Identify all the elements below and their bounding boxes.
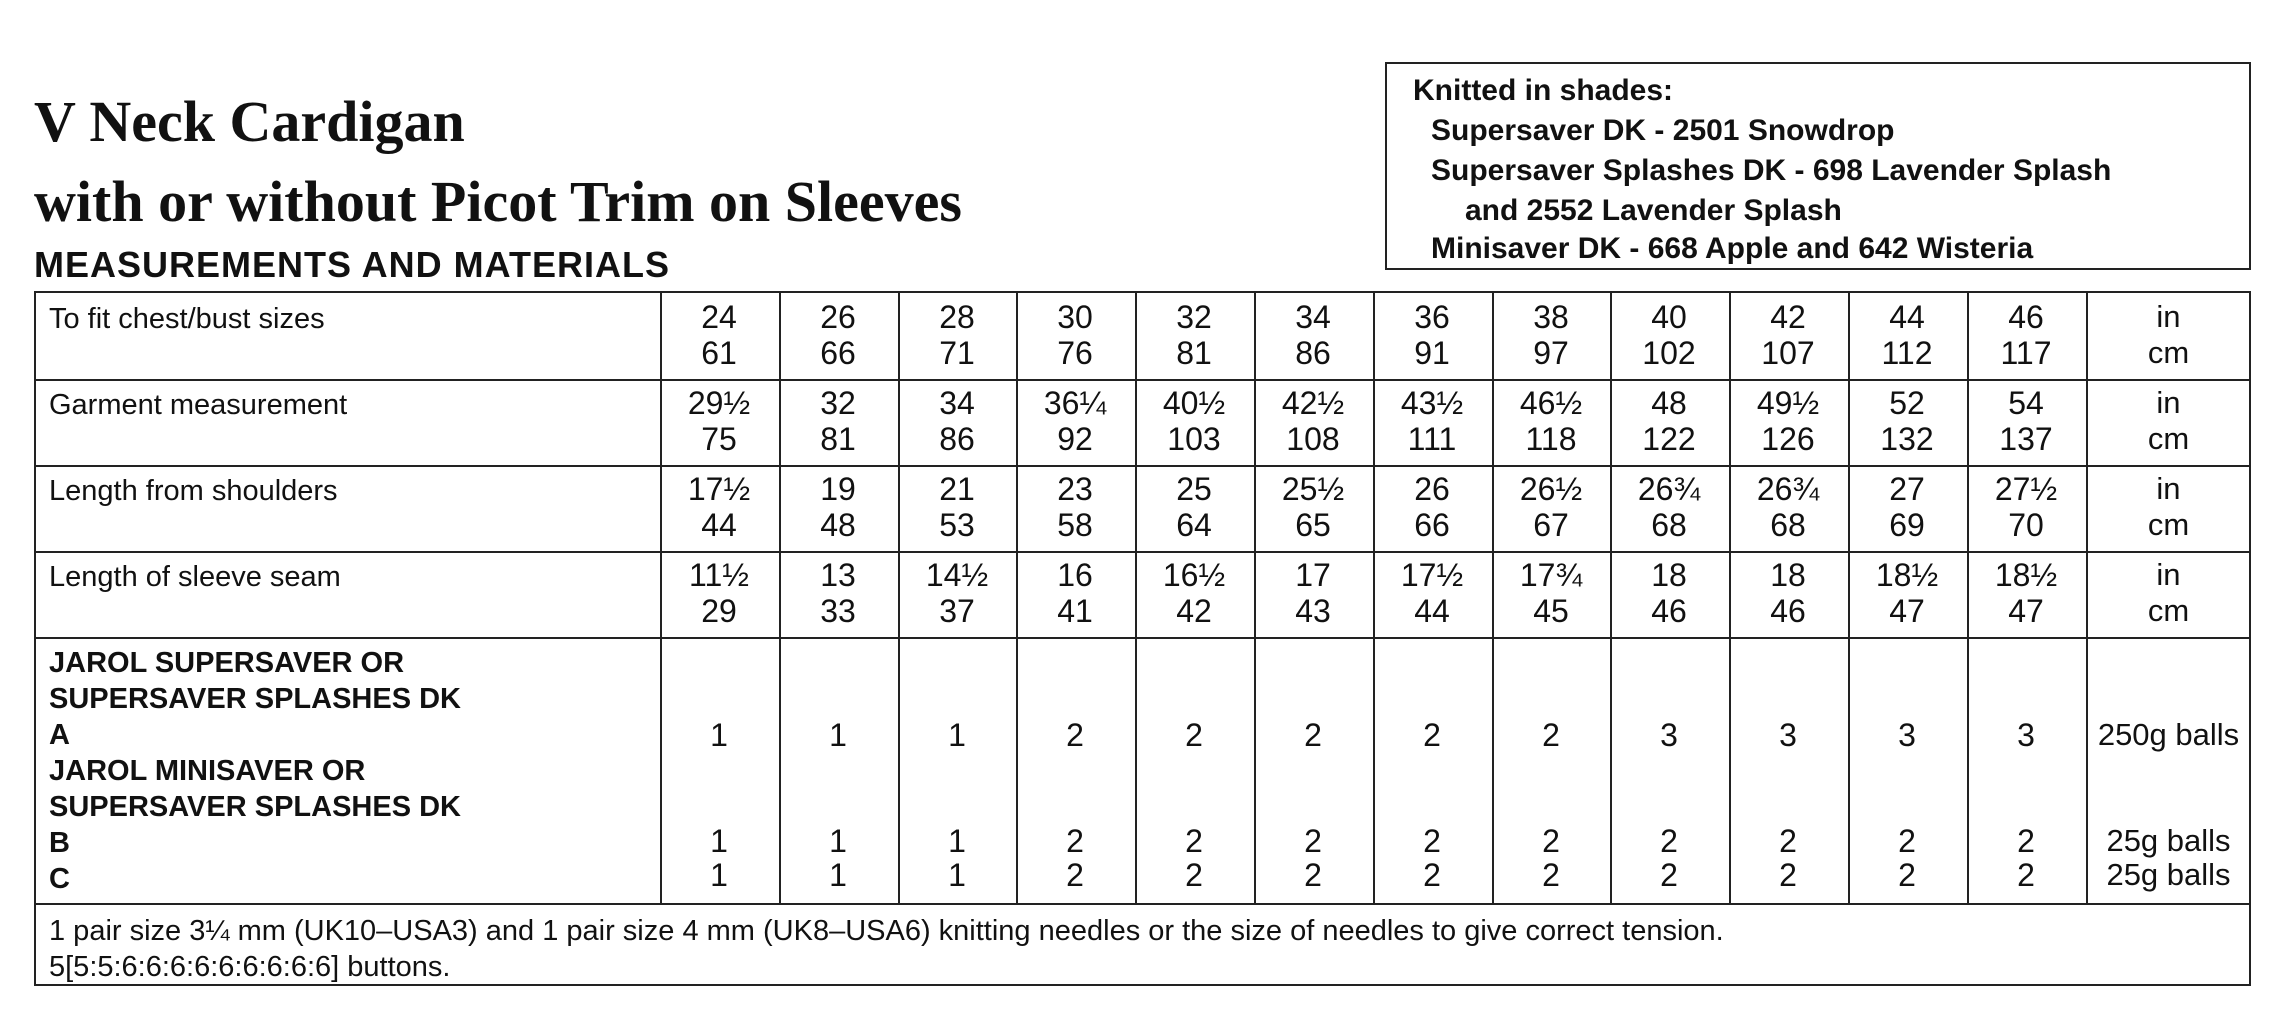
yarn-quantity-b: 2 [2017, 823, 2035, 859]
size-value-cm: 29 [701, 593, 737, 629]
yarn-unit: 250g balls [2097, 717, 2240, 752]
yarn-quantity-c: 2 [1423, 857, 1441, 893]
size-value-in: 46 [2008, 299, 2044, 335]
size-value-in: 24 [701, 299, 737, 335]
yarn-quantity-a: 2 [1185, 717, 1203, 753]
yarn-quantity-b: 2 [1304, 823, 1322, 859]
size-value-cm: 47 [2008, 593, 2044, 629]
size-value-cm: 47 [1889, 593, 1925, 629]
yarn-label: JAROL SUPERSAVER OR [49, 647, 405, 679]
row-divider [36, 551, 2249, 553]
yarn-quantity-c: 1 [829, 857, 847, 893]
yarn-quantity-a: 1 [948, 717, 966, 753]
size-value-in: 46½ [1519, 385, 1583, 421]
unit-in: in [2156, 299, 2181, 334]
row-label: Length from shoulders [49, 475, 338, 507]
size-value-in: 16½ [1162, 557, 1226, 593]
size-value-cm: 68 [1770, 507, 1806, 543]
yarn-quantity-a: 2 [1304, 717, 1322, 753]
size-value-in: 29½ [687, 385, 751, 421]
size-value-in: 32 [1176, 299, 1212, 335]
yarn-quantity-a: 1 [829, 717, 847, 753]
shade-line: and 2552 Lavender Splash [1465, 194, 1842, 227]
size-value-cm: 107 [1761, 335, 1815, 371]
yarn-quantity-b: 2 [1185, 823, 1203, 859]
size-value-in: 34 [939, 385, 975, 421]
size-value-cm: 45 [1533, 593, 1569, 629]
size-value-cm: 70 [2008, 507, 2044, 543]
size-value-in: 42½ [1281, 385, 1345, 421]
yarn-quantity-b: 2 [1423, 823, 1441, 859]
yarn-unit: 25g balls [2106, 823, 2231, 858]
size-value-in: 36 [1414, 299, 1450, 335]
section-subtitle: MEASUREMENTS AND MATERIALS [34, 244, 670, 285]
yarn-label: A [49, 719, 70, 751]
size-value-cm: 33 [820, 593, 856, 629]
size-value-cm: 137 [1999, 421, 2053, 457]
size-value-in: 13 [820, 557, 856, 593]
row-label: Garment measurement [49, 389, 348, 421]
size-value-in: 54 [2008, 385, 2044, 421]
yarn-label: C [49, 863, 70, 895]
size-value-cm: 118 [1525, 421, 1577, 457]
size-value-in: 27½ [1994, 471, 2058, 507]
yarn-quantity-a: 3 [1779, 717, 1797, 753]
size-value-in: 28 [939, 299, 975, 335]
size-value-cm: 44 [1414, 593, 1450, 629]
shades-box [1385, 62, 2251, 270]
size-value-cm: 43 [1295, 593, 1331, 629]
yarn-quantity-c: 2 [2017, 857, 2035, 893]
size-value-cm: 126 [1761, 421, 1815, 457]
size-value-in: 44 [1889, 299, 1925, 335]
unit-cm: cm [2147, 507, 2190, 542]
size-value-cm: 48 [820, 507, 856, 543]
size-value-in: 18½ [1994, 557, 2058, 593]
size-value-cm: 53 [939, 507, 975, 543]
yarn-quantity-a: 3 [1898, 717, 1916, 753]
size-value-in: 42 [1770, 299, 1806, 335]
size-value-in: 49½ [1756, 385, 1820, 421]
size-value-in: 26 [1414, 471, 1450, 507]
size-value-in: 19 [820, 471, 856, 507]
yarn-quantity-c: 2 [1779, 857, 1797, 893]
shades-heading: Knitted in shades: [1413, 74, 1674, 107]
yarn-quantity-a: 2 [1542, 717, 1560, 753]
size-value-in: 17½ [687, 471, 751, 507]
size-value-in: 26 [820, 299, 856, 335]
size-value-cm: 66 [820, 335, 856, 371]
yarn-quantity-c: 1 [948, 857, 966, 893]
size-value-in: 23 [1057, 471, 1093, 507]
size-value-cm: 61 [701, 335, 737, 371]
size-value-cm: 75 [701, 421, 737, 457]
measurements-table [34, 291, 2251, 986]
size-value-cm: 122 [1642, 421, 1696, 457]
size-value-in: 38 [1533, 299, 1569, 335]
yarn-quantity-c: 2 [1898, 857, 1916, 893]
yarn-quantity-b: 2 [1898, 823, 1916, 859]
size-value-in: 18½ [1875, 557, 1939, 593]
shade-line: Supersaver DK - 2501 Snowdrop [1431, 114, 1895, 147]
yarn-quantity-a: 3 [2017, 717, 2035, 753]
size-value-in: 36¼ [1043, 385, 1107, 421]
size-value-cm: 66 [1414, 507, 1450, 543]
row-divider [36, 379, 2249, 381]
unit-cm: cm [2147, 335, 2190, 370]
yarn-quantity-a: 2 [1423, 717, 1441, 753]
size-value-in: 30 [1057, 299, 1093, 335]
yarn-quantity-b: 2 [1779, 823, 1797, 859]
size-value-cm: 81 [1176, 335, 1212, 371]
size-value-cm: 69 [1889, 507, 1925, 543]
size-value-cm: 58 [1057, 507, 1093, 543]
unit-in: in [2156, 385, 2181, 420]
yarn-quantity-c: 2 [1185, 857, 1203, 893]
size-value-in: 27 [1889, 471, 1925, 507]
size-value-in: 17¾ [1519, 557, 1583, 593]
size-value-cm: 44 [701, 507, 737, 543]
size-value-in: 26¾ [1637, 471, 1701, 507]
unit-cm: cm [2147, 421, 2190, 456]
yarn-quantity-b: 1 [710, 823, 728, 859]
size-value-in: 26½ [1519, 471, 1583, 507]
size-value-cm: 68 [1651, 507, 1687, 543]
size-value-in: 11½ [689, 557, 749, 593]
size-value-in: 34 [1295, 299, 1331, 335]
size-value-cm: 71 [939, 335, 975, 371]
size-value-in: 21 [939, 471, 975, 507]
size-value-cm: 112 [1881, 335, 1933, 371]
size-value-cm: 86 [939, 421, 975, 457]
size-value-cm: 76 [1057, 335, 1093, 371]
size-value-cm: 111 [1407, 421, 1457, 457]
size-value-cm: 46 [1651, 593, 1687, 629]
size-value-in: 18 [1651, 557, 1687, 593]
shade-line: Supersaver Splashes DK - 698 Lavender Splash [1431, 154, 2112, 187]
size-value-cm: 117 [2000, 335, 2052, 371]
size-value-cm: 64 [1176, 507, 1212, 543]
row-label: To fit chest/bust sizes [49, 303, 325, 335]
yarn-quantity-c: 1 [710, 857, 728, 893]
page-title-line-2: with or without Picot Trim on Sleeves [34, 169, 962, 234]
size-value-in: 48 [1651, 385, 1687, 421]
yarn-label: B [49, 827, 70, 859]
size-value-in: 17½ [1400, 557, 1464, 593]
buttons-note: 5[5:5:6:6:6:6:6:6:6:6:6] buttons. [49, 951, 451, 983]
size-value-cm: 86 [1295, 335, 1331, 371]
size-value-cm: 67 [1533, 507, 1569, 543]
size-value-cm: 41 [1057, 593, 1093, 629]
size-value-in: 18 [1770, 557, 1806, 593]
unit-in: in [2156, 471, 2181, 506]
size-value-cm: 81 [820, 421, 856, 457]
size-value-cm: 102 [1642, 335, 1696, 371]
size-value-cm: 65 [1295, 507, 1331, 543]
size-value-in: 17 [1295, 557, 1331, 593]
yarn-quantity-b: 1 [948, 823, 966, 859]
size-value-cm: 108 [1286, 421, 1340, 457]
needles-note: 1 pair size 3¼ mm (UK10–USA3) and 1 pair size 4 mm (UK8–USA6) knitting needles or the size of needles to give correct tension. [49, 915, 1724, 947]
size-value-cm: 91 [1414, 335, 1450, 371]
size-value-in: 40 [1651, 299, 1687, 335]
yarn-quantity-a: 3 [1660, 717, 1678, 753]
row-label: Length of sleeve seam [49, 561, 341, 593]
size-value-in: 43½ [1400, 385, 1464, 421]
yarn-label: SUPERSAVER SPLASHES DK [49, 683, 461, 715]
size-value-cm: 42 [1176, 593, 1212, 629]
size-value-cm: 132 [1880, 421, 1934, 457]
yarn-quantity-a: 1 [710, 717, 728, 753]
yarn-label: SUPERSAVER SPLASHES DK [49, 791, 461, 823]
size-value-in: 14½ [925, 557, 989, 593]
size-value-in: 25½ [1281, 471, 1345, 507]
yarn-quantity-c: 2 [1542, 857, 1560, 893]
size-value-cm: 92 [1057, 421, 1093, 457]
row-divider [36, 903, 2249, 905]
page-title: V Neck Cardigan [34, 89, 465, 154]
row-divider [36, 637, 2249, 639]
unit-in: in [2156, 557, 2181, 592]
yarn-quantity-b: 2 [1542, 823, 1560, 859]
size-value-cm: 103 [1167, 421, 1221, 457]
yarn-quantity-c: 2 [1066, 857, 1084, 893]
size-value-in: 40½ [1162, 385, 1226, 421]
size-value-in: 32 [820, 385, 856, 421]
yarn-quantity-c: 2 [1660, 857, 1678, 893]
size-value-in: 25 [1176, 471, 1212, 507]
size-value-in: 52 [1889, 385, 1925, 421]
yarn-quantity-a: 2 [1066, 717, 1084, 753]
yarn-quantity-b: 2 [1066, 823, 1084, 859]
size-value-in: 16 [1057, 557, 1093, 593]
shade-line: Minisaver DK - 668 Apple and 642 Wisteria [1431, 232, 2034, 265]
yarn-quantity-c: 2 [1304, 857, 1322, 893]
yarn-unit: 25g balls [2106, 857, 2231, 892]
yarn-label: JAROL MINISAVER OR [49, 755, 366, 787]
yarn-quantity-b: 2 [1660, 823, 1678, 859]
row-divider [36, 465, 2249, 467]
unit-cm: cm [2147, 593, 2190, 628]
yarn-quantity-b: 1 [829, 823, 847, 859]
size-value-cm: 97 [1533, 335, 1569, 371]
size-value-cm: 37 [939, 593, 975, 629]
size-value-in: 26¾ [1756, 471, 1820, 507]
size-value-cm: 46 [1770, 593, 1806, 629]
